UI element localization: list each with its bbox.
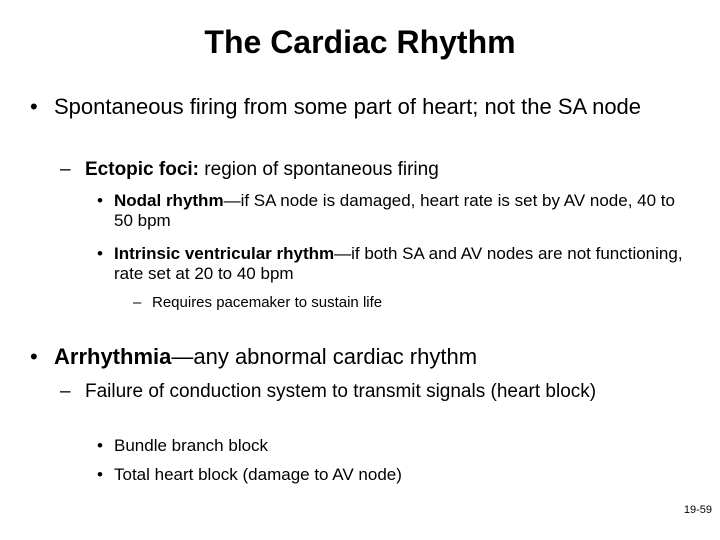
bullet-text: —any abnormal cardiac rhythm xyxy=(171,344,478,369)
sub-item-text: Failure of conduction system to transmit signals (heart block) xyxy=(85,381,597,402)
bullet-marker: • xyxy=(97,244,103,263)
sub-sub-item-text: Total heart block (damage to AV node) xyxy=(114,465,402,484)
dash-marker: – xyxy=(60,381,71,402)
sub-sub-item-bundle-branch-block xyxy=(97,436,697,456)
level4-item-text: Requires pacemaker to sustain life xyxy=(152,294,383,311)
sub-sub-item-text: —if SA node is damaged, heart rate is set by AV node, 40 to 50 bpm xyxy=(114,191,675,230)
bullet-text: Spontaneous firing from some part of heart; not the SA node xyxy=(54,94,642,119)
dash-marker: – xyxy=(133,294,142,311)
sub-sub-item-intrinsic-ventricular-rhythm xyxy=(97,244,697,284)
term-label: Ectopic foci: xyxy=(85,159,200,180)
bullet-marker: • xyxy=(97,436,103,455)
term-label: Arrhythmia xyxy=(54,344,172,369)
bullet-marker: • xyxy=(30,94,38,119)
bullet-marker: • xyxy=(30,344,38,369)
bullet-marker: • xyxy=(97,465,103,484)
sub-item-ectopic-foci xyxy=(60,158,700,181)
dash-marker: – xyxy=(60,159,71,180)
sub-item-conduction-failure xyxy=(60,380,680,403)
sub-sub-item-nodal-rhythm xyxy=(97,191,697,231)
slide-number: 19-59 xyxy=(683,504,712,516)
slide-title: The Cardiac Rhythm xyxy=(204,24,516,60)
sub-sub-item-text: Bundle branch block xyxy=(114,436,269,455)
bullet-marker: • xyxy=(97,191,103,210)
term-label: Intrinsic ventricular rhythm xyxy=(114,244,335,263)
term-label: Nodal rhythm xyxy=(114,191,224,210)
sub-sub-item-total-heart-block xyxy=(97,465,697,485)
bullet-item-arrhythmia xyxy=(30,344,700,370)
level4-item-pacemaker xyxy=(133,294,693,312)
sub-item-text: region of spontaneous firing xyxy=(199,159,439,180)
sub-sub-item-text: —if both SA and AV nodes are not functioning, rate set at 20 to 40 bpm xyxy=(114,244,683,283)
bullet-item-spontaneous-firing xyxy=(30,94,700,120)
